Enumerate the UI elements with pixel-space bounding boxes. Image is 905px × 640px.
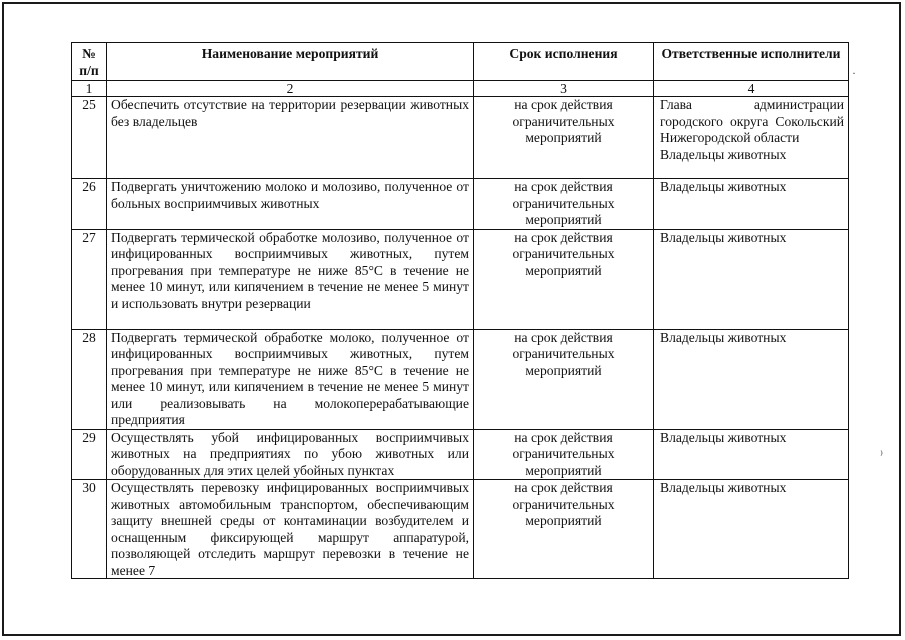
row-measure: Подвергать уничтожению молоко и молозиво, полученное от больных восприимчивых животных [107,179,474,230]
row-number: 25 [72,97,107,179]
row-term: на срок действия ограничительных мероприятий [474,179,654,230]
row-measure: Подвергать термической обработке молоко, полученное от инфицированных восприимчивых животных, путем прогревания при температуре не ниже 85°С в течение не менее 10 минут, или кипячением в течение не менее 5 минут или реализовывать на молокоперерабатывающие предприятия [107,329,474,429]
row-responsible: Владельцы животных [654,229,849,329]
table-row [72,429,849,480]
row-number: 26 [72,179,107,230]
index-cell: 2 [107,81,474,97]
index-cell: 3 [474,81,654,97]
index-cell: 1 [72,81,107,97]
row-measure: Обеспечить отсутствие на территории резервации животных без владельцев [107,97,474,179]
index-cell: 4 [654,81,849,97]
table-row [72,229,849,329]
table-row [72,179,849,230]
header-num [72,43,107,81]
scan-mark: · [852,66,856,80]
row-number: 30 [72,480,107,579]
measures-table [71,42,849,579]
header-measure: Наименование мероприятий [107,43,474,81]
scan-mark: ⁾ [880,448,883,462]
row-term: на срок действия ограничительных мероприятий [474,97,654,179]
row-measure-text: Осуществлять перевозку инфицированных восприимчивых животных автомобильным транспортом, обеспечивающим защиту внешней среды от контаминации возбудителем и оснащенным фиксирующей маршрут аппаратурой, позволяющей отследить маршрут перевозки в течение не менее 7 [111,480,469,578]
row-responsible: Владельцы животных [654,480,849,579]
header-num-text: № п/п [79,46,99,78]
row-term: на срок действия ограничительных мероприятий [474,229,654,329]
header-term: Срок исполнения [474,43,654,81]
row-number: 28 [72,329,107,429]
header-responsible: Ответственные исполнители [654,43,849,81]
row-responsible: Владельцы животных [654,429,849,480]
row-responsible: Владельцы животных [654,179,849,230]
row-responsible: Глава администрации городского округа Сокольский Нижегородской области Владельцы животных [654,97,849,179]
table-row [72,97,849,179]
row-number: 27 [72,229,107,329]
row-responsible: Владельцы животных [654,329,849,429]
row-term: на срок действия ограничительных мероприятий [474,429,654,480]
row-measure [107,480,474,579]
row-term: на срок действия ограничительных мероприятий [474,480,654,579]
table-row [72,329,849,429]
row-number: 29 [72,429,107,480]
row-measure: Осуществлять убой инфицированных восприимчивых животных на предприятиях по убою животных или оборудованных для этих целей убойных пунктах [107,429,474,480]
header-row [72,43,849,81]
row-term: на срок действия ограничительных мероприятий [474,329,654,429]
index-row [72,81,849,97]
row-measure: Подвергать термической обработке молозиво, полученное от инфицированных восприимчивых животных, путем прогревания при температуре не ниже 85°С в течение не менее 10 минут, или кипячением в течение не менее 5 минут и использовать внутри резервации [107,229,474,329]
table-row [72,480,849,579]
